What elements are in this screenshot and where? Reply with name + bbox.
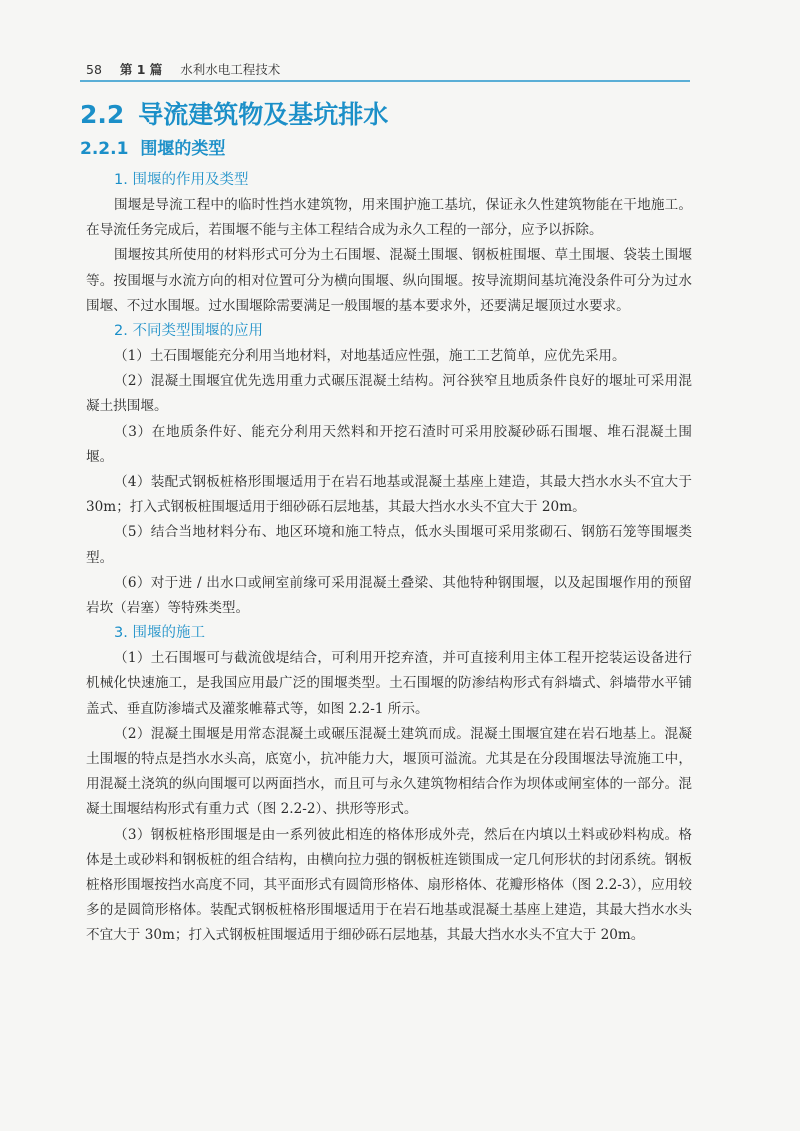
subsection-title xyxy=(80,134,225,159)
paragraph: （3）在地质条件好、能充分利用天然料和开挖石渣时可采用胶凝砂砾石围堰、堆石混凝土围堰。 xyxy=(86,423,692,465)
heading-construction: 3. 围堰的施工 xyxy=(114,625,205,642)
header-rule xyxy=(80,80,690,82)
paragraph: （4）装配式钢板桩格形围堰适用于在岩石地基或混凝土基座上建造，其最大挡水水头不宜大于 30m；打入式钢板桩围堰适用于细砂砾石层地基，其最大挡水水头不宜大于 20m。 xyxy=(86,474,692,516)
paragraph: （2）混凝土围堰是用常态混凝土或碾压混凝土建筑而成。混凝土围堰宜建在岩石地基上。混凝土围堰的特点是挡水水头高，底宽小，抗冲能力大，堰顶可溢流。尤其是在分段围堰法导流施工中，用混凝土浇筑的纵向围堰可以两面挡水，而且可与永久建筑物相结合作为坝体或闸室体的一部分。混凝土围堰结构形式有重力式（图 2.2-2）、拱形等形式。 xyxy=(86,725,692,818)
page-number: 58 xyxy=(86,62,102,77)
subsection-number: 2.2.1 xyxy=(80,139,129,159)
part-title: 水利水电工程技术 xyxy=(180,62,281,77)
section-title xyxy=(80,95,388,131)
paragraph: （3）钢板桩格形围堰是由一系列彼此相连的格体形成外壳，然后在内填以土料或砂料构成。格体是土或砂料和钢板桩的组合结构，由横向拉力强的钢板桩连锁围成一定几何形状的封闭系统。钢板桩格形围堰按挡水高度不同，其平面形式有圆筒形格体、扇形格体、花瓣形格体（图 2.2-3），应用较多的是圆筒形格体。装配式钢板桩格形围堰适用于在岩石地基或混凝土基座上建造，其最大挡水水头不宜大于 30m；打入式钢板桩围堰适用于细砂砾石层地基，其最大挡水水头不宜大于 20m。 xyxy=(86,826,692,944)
body-text xyxy=(86,168,692,949)
heading-applications: 2. 不同类型围堰的应用 xyxy=(114,323,263,340)
paragraph: （1）土石围堰能充分利用当地材料，对地基适应性强，施工工艺简单，应优先采用。 xyxy=(114,348,626,365)
subsection-title-text: 围堰的类型 xyxy=(140,139,226,159)
part-label: 第 1 篇 xyxy=(119,62,163,77)
paragraph: 围堰按其所使用的材料形式可分为土石围堰、混凝土围堰、钢板桩围堰、草土围堰、袋装土围堰等。按围堰与水流方向的相对位置可分为横向围堰、纵向围堰。按导流期间基坑淹没条件可分为过水围堰、不过水围堰。过水围堰除需要满足一般围堰的基本要求外，还要满足堰顶过水要求。 xyxy=(86,247,692,314)
paragraph: （2）混凝土围堰宜优先选用重力式碾压混凝土结构。河谷狭窄且地质条件良好的堰址可采用混凝土拱围堰。 xyxy=(86,373,692,415)
paragraph: （5）结合当地材料分布、地区环境和施工特点，低水头围堰可采用浆砌石、钢筋石笼等围堰类型。 xyxy=(86,524,692,566)
paragraph: （6）对于进 / 出水口或闸室前缘可采用混凝土叠梁、其他特种钢围堰，以及起围堰作用的预留岩坎（岩塞）等特殊类型。 xyxy=(86,574,692,617)
paragraph: 围堰是导流工程中的临时性挡水建筑物，用来围护施工基坑，保证永久性建筑物能在干地施工。在导流任务完成后，若围堰不能与主体工程结合成为永久工程的一部分，应予以拆除。 xyxy=(86,197,692,239)
running-header xyxy=(86,60,686,82)
section-number: 2.2 xyxy=(80,100,125,129)
heading-purpose-types: 1. 围堰的作用及类型 xyxy=(114,172,249,188)
paragraph: （1）土石围堰可与截流戗堤结合，可利用开挖弃渣，并可直接利用主体工程开挖装运设备进行机械化快速施工，是我国应用最广泛的围堰类型。土石围堰的防渗结构形式有斜墙式、斜墙带水平铺盖式、垂直防渗墙式及灌浆帷幕式等，如图 2.2-1 所示。 xyxy=(86,650,692,717)
section-title-text: 导流建筑物及基坑排水 xyxy=(138,100,389,129)
